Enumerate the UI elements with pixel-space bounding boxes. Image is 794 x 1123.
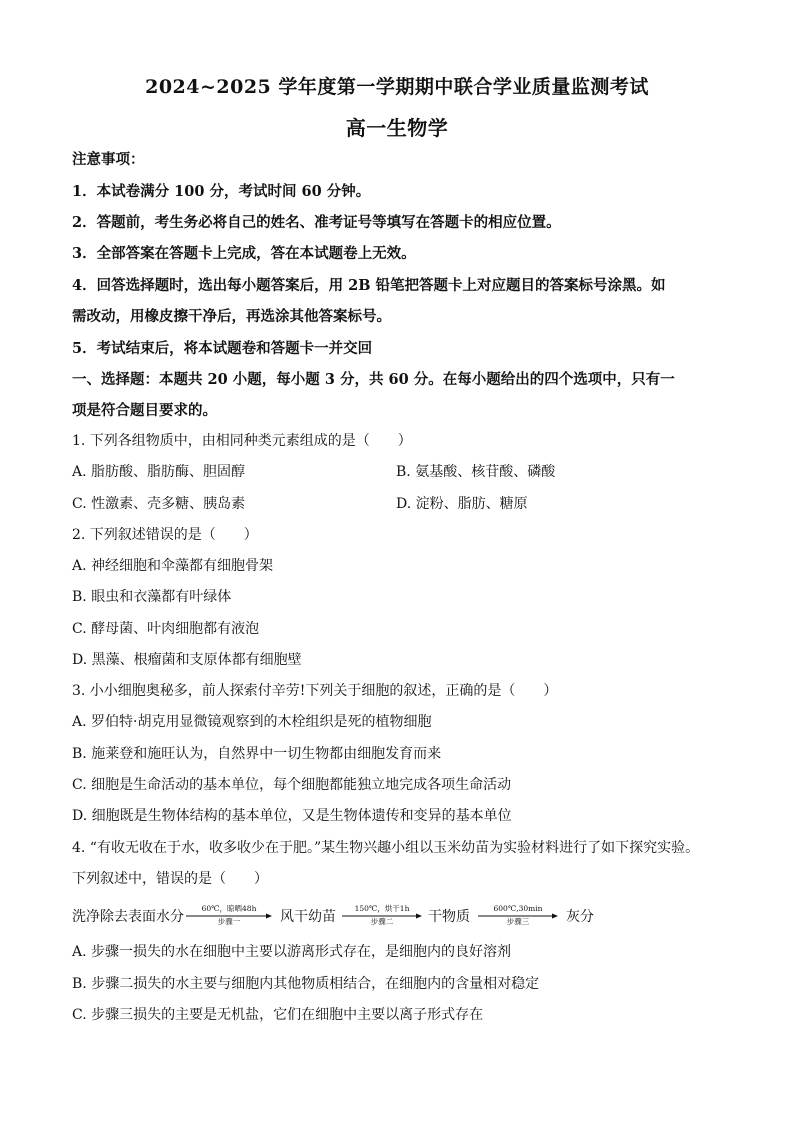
flow-node-ash: 灰分 (566, 909, 594, 925)
q2-option-b: B. 眼虫和衣藻都有叶绿体 (72, 589, 232, 605)
q4-option-b: B. 步骤二损失的水主要与细胞内其他物质相结合，在细胞内的含量相对稳定 (72, 976, 540, 992)
q3-option-c: C. 细胞是生命活动的基本单位，每个细胞都能独立地完成各项生命活动 (72, 777, 512, 793)
flow-condition-1: 60℃，晾晒48h (201, 904, 257, 913)
flow-step-2: 步骤二 (370, 917, 394, 926)
q3-stem: 3. 小小细胞奥秘多，前人探索付辛劳!下列关于细胞的叙述，正确的是（ ） (72, 683, 558, 699)
q2-option-d: D. 黑藻、根瘤菌和支原体都有细胞壁 (72, 652, 302, 668)
q1-option-a: A. 脂肪酸、脂肪酶、胆固醇 (72, 464, 246, 480)
q4-option-a: A. 步骤一损失的水在细胞中主要以游离形式存在，是细胞内的良好溶剂 (72, 944, 512, 960)
q1-option-b: B. 氨基酸、核苷酸、磷酸 (396, 464, 556, 480)
q3-option-a: A. 罗伯特·胡克用显微镜观察到的木栓组织是死的植物细胞 (72, 714, 432, 730)
flow-node-washed: 洗净除去表面水分 (72, 909, 184, 925)
notice-item-1: 1．本试卷满分 100 分，考试时间 60 分钟。 (72, 183, 371, 200)
q4-stem: 4. “有收无收在于水，收多收少在于肥。”某生物兴趣小组以玉米幼苗为实验材料进行了如下探究实验。 (72, 840, 700, 856)
q4-option-c: C. 步骤三损失的主要是无机盐，它们在细胞中主要以离子形式存在 (72, 1007, 484, 1023)
notice-item-3: 3．全部答案在答题卡上完成，答在本试题卷上无效。 (72, 245, 416, 262)
q3-option-d: D. 细胞既是生物体结构的基本单位，又是生物体遗传和变异的基本单位 (72, 808, 512, 824)
notice-item-2: 2．答题前，考生务必将自己的姓名、准考证号等填写在答题卡的相应位置。 (72, 214, 561, 231)
flow-arrow-step1 (186, 904, 272, 928)
flow-arrow-step2 (342, 904, 422, 928)
section-heading: 一、选择题：本题共 20 小题，每小题 3 分，共 60 分。在每小题给出的四个选项中，只有一 (72, 371, 675, 388)
q1-option-c: C. 性激素、壳多糖、胰岛素 (72, 496, 246, 512)
section-heading-cont: 项是符合题目要求的。 (72, 402, 217, 419)
flow-step-3: 步骤三 (506, 917, 530, 926)
flow-step-1: 步骤一 (217, 917, 241, 926)
q2-option-c: C. 酵母菌、叶肉细胞都有液泡 (72, 621, 260, 637)
q2-option-a: A. 神经细胞和伞藻都有细胞骨架 (72, 558, 274, 574)
q3-option-b: B. 施莱登和施旺认为，自然界中一切生物都由细胞发育而来 (72, 746, 442, 762)
q2-stem: 2. 下列叙述错误的是（ ） (72, 527, 258, 543)
flow-arrow-step3 (478, 904, 558, 928)
q4-experiment-flow (72, 904, 732, 928)
flow-condition-3: 600℃,30min (493, 904, 543, 913)
notice-heading: 注意事项： (72, 151, 145, 168)
q1-stem: 1. 下列各组物质中，由相同种类元素组成的是（ ） (72, 433, 412, 449)
q1-option-d: D. 淀粉、脂肪、糖原 (396, 496, 528, 512)
exam-title: 2024~2025 学年度第一学期期中联合学业质量监测考试 (145, 76, 649, 98)
notice-item-4-cont: 需改动，用橡皮擦干净后，再选涂其他答案标号。 (72, 308, 391, 325)
q4-stem-cont: 下列叙述中，错误的是（ ） (72, 871, 268, 887)
flow-condition-2: 150℃，烘干1h (354, 904, 410, 913)
notice-item-4: 4．回答选择题时，选出每小题答案后，用 2B 铅笔把答题卡上对应题目的答案标号涂黑。如 (72, 277, 666, 294)
flow-node-dry-matter: 干物质 (428, 909, 470, 925)
notice-item-5: 5．考试结束后，将本试题卷和答题卡一并交回 (72, 340, 373, 357)
flow-node-air-dried: 风干幼苗 (280, 909, 336, 925)
subject-title: 高一生物学 (345, 116, 449, 140)
